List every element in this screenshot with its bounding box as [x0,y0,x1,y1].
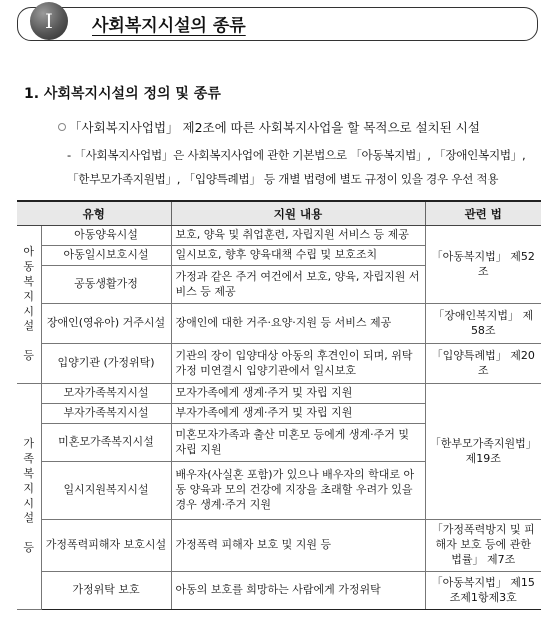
facility-cell: 모자가족복지시설 [41,384,171,404]
facility-cell: 가정위탁 보호 [41,572,171,610]
facility-cell: 아동양육시설 [41,226,171,246]
note-line-1: - 「사회복지사업법」은 사회복지사업에 관한 기본법으로 「아동복지법」, 「장애인복지법」, [67,148,526,162]
header-support: 지원 내용 [171,201,425,226]
group-label-child-welfare: 아 동 복 지 시 설 등 [17,226,41,384]
facility-cell: 아동일시보호시설 [41,246,171,266]
support-cell: 배우자(사실혼 포함)가 있으나 배우자의 학대로 아동 양육과 모의 건강에 지장을 초래할 우려가 있을 경우 생계·주거 지원 [171,462,425,520]
table-row [17,226,541,246]
support-cell: 일시보호, 향후 양육대책 수립 및 보호조치 [171,246,425,266]
facility-cell: 일시지원복지시설 [41,462,171,520]
page-title: 사회복지시설의 종류 [92,16,246,36]
law-cell: 「입양특례법」 제20조 [425,344,541,384]
law-cell: 「가정폭력방지 및 피해자 보호 등에 관한 법률」 제7조 [425,520,541,572]
facility-types-table [17,200,541,610]
circle-bullet-icon [58,123,66,131]
header-law: 관련 법 [425,201,541,226]
law-cell: 「장애인복지법」 제58조 [425,304,541,344]
support-cell: 가정폭력 피해자 보호 및 지원 등 [171,520,425,572]
table-row [17,572,541,610]
table-row [17,520,541,572]
support-cell: 부자가족에게 생계·주거 및 자립 지원 [171,404,425,424]
support-cell: 모자가족에게 생계·주거 및 자립 지원 [171,384,425,404]
facility-cell: 미혼모가족복지시설 [41,424,171,462]
group-label-family-welfare: 가 족 복 지 시 설 등 [17,384,41,610]
support-cell: 가정과 같은 주거 여건에서 보호, 양육, 자립지원 서비스 등 제공 [171,266,425,304]
law-cell: 「한부모가족지원법」 제19조 [425,384,541,520]
definition-bullet [58,118,480,136]
table-row [17,344,541,384]
facility-cell: 공동생활가정 [41,266,171,304]
table-header-row [17,201,541,226]
support-cell: 보호, 양육 및 취업훈련, 자립지원 서비스 등 제공 [171,226,425,246]
facility-cell: 입양기관 (가정위탁) [41,344,171,384]
support-cell: 아동의 보호를 희망하는 사람에게 가정위탁 [171,572,425,610]
facility-cell: 부자가족복지시설 [41,404,171,424]
table-row [17,384,541,404]
section-title: 1. 사회복지시설의 정의 및 종류 [24,86,221,102]
header-type: 유형 [17,201,171,226]
definition-text: 「사회복지사업법」 제2조에 따른 사회복지사업을 할 목적으로 설치된 시설 [69,120,480,135]
note-line-2: 「한부모가족지원법」, 「입양특례법」 등 개별 법령에 별도 규정이 있을 경우 우선 적용 [67,172,499,186]
roman-numeral-badge: Ⅰ [30,2,68,40]
law-cell: 「아동복지법」 제52조 [425,226,541,304]
facility-cell: 장애인(영유아) 거주시설 [41,304,171,344]
table-row [17,304,541,344]
support-cell: 장애인에 대한 거주·요양·지원 등 서비스 제공 [171,304,425,344]
support-cell: 미혼모자가족과 출산 미혼모 등에게 생계·주거 및 자립 지원 [171,424,425,462]
facility-cell: 가정폭력피해자 보호시설 [41,520,171,572]
law-cell: 「아동복지법」 제15조제1항제3호 [425,572,541,610]
support-cell: 기관의 장이 입양대상 아동의 후견인이 되며, 위탁가정 미연결시 입양기관에서 일시보호 [171,344,425,384]
